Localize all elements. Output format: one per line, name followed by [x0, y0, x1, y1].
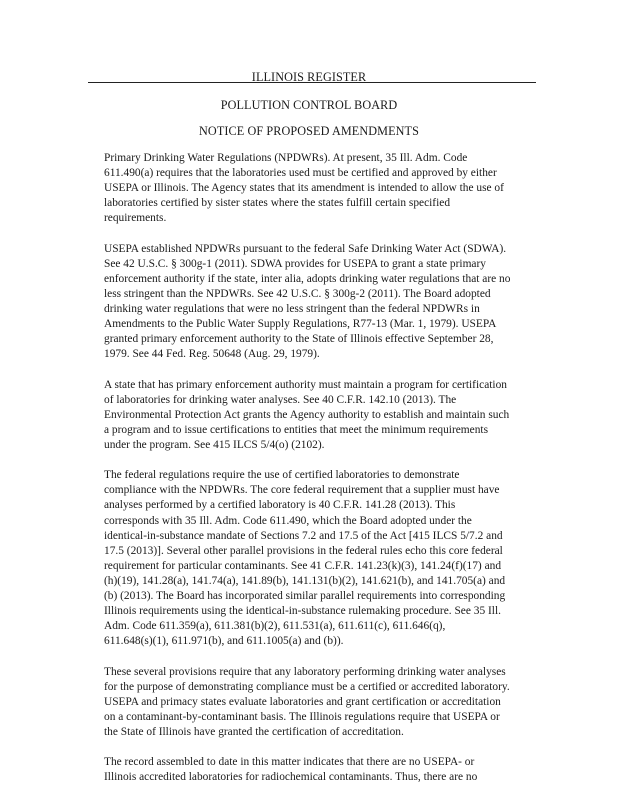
text-line: Illinois accredited laboratories for radiochemical contaminants. Thus, there are no: [104, 771, 478, 784]
text-line: under the program. See 415 ILCS 5/4(o) (2102).: [104, 438, 325, 451]
text-line: 611.648(s)(1), 611.971(b), and 611.1005(a) and (b)).: [104, 635, 344, 648]
text-line: USEPA or Illinois. The Agency states that its amendment is intended to allow the use of: [104, 182, 504, 195]
text-line: granted primary enforcement authority to the State of Illinois effective September 28,: [104, 333, 494, 346]
notice-title: NOTICE OF PROPOSED AMENDMENTS: [199, 124, 419, 138]
paragraph-2: [104, 242, 520, 363]
text-line: 1979. See 44 Fed. Reg. 50648 (Aug. 29, 1979).: [104, 348, 320, 361]
text-line: Environmental Protection Act grants the Agency authority to establish and maintain such: [104, 408, 510, 421]
text-line: analyses performed by a certified laboratory is 40 C.F.R. 141.28 (2013). This: [104, 499, 456, 512]
text-line: the State of Illinois have granted the certification of accreditation.: [104, 725, 404, 738]
text-line: corresponds with 35 Ill. Adm. Code 611.490, which the Board adopted under the: [104, 514, 472, 527]
paragraph-3: [104, 378, 520, 453]
text-line: less stringent than the NPDWRs. See 42 U.S.C. § 300g-2 (2011). The Board adopted: [104, 287, 491, 300]
text-line: (b) (2013). The Board has incorporated similar parallel requirements into corresponding: [104, 590, 506, 602]
text-line: The federal regulations require the use of certified laboratories to demonstrate: [104, 469, 460, 482]
paragraph-6: [104, 755, 520, 785]
text-line: on a contaminant-by-contaminant basis. The Illinois regulations require that USEPA or: [104, 710, 500, 723]
text-line: Adm. Code 611.359(a), 611.381(b)(2), 611.531(a), 611.611(c), 611.646(q),: [104, 620, 446, 633]
document-body: [104, 151, 520, 801]
text-line: A state that has primary enforcement authority must maintain a program for certification: [104, 378, 507, 391]
text-line: for the purpose of demonstrating compliance must be a certified or accredited laboratory.: [104, 680, 510, 693]
text-line: of laboratories for drinking water analyses. See 40 C.F.R. 142.10 (2013). The: [104, 393, 457, 406]
text-line: 17.5 (2013)]. Several other parallel provisions in the federal rules echo this core federal: [104, 544, 503, 557]
text-line: compliance with the NPDWRs. The core federal requirement that a supplier must have: [104, 484, 500, 497]
text-line: Amendments to the Public Water Supply Regulations, R77-13 (Mar. 1, 1979). USEPA: [104, 318, 497, 331]
text-line: Illinois requirements using the identical-in-substance rulemaking procedure. See 35 Ill.: [104, 605, 501, 618]
text-line: a program and to issue certifications to entities that meet the minimum requirements: [104, 423, 489, 436]
text-line: USEPA and primacy states evaluate laboratories and grant certification or accreditation: [104, 695, 501, 708]
text-line: requirements.: [104, 212, 167, 225]
text-line: enforcement authority if the state, inter alia, adopts drinking water regulations that are no: [104, 272, 511, 285]
text-line: 611.490(a) requires that the laboratories used must be certified and approved by either: [104, 167, 497, 180]
paragraph-4: [104, 468, 520, 649]
text-line: (h)(19), 141.28(a), 141.74(a), 141.89(b), 141.131(b)(2), 141.621(b), and 141.705(a) and: [104, 574, 506, 587]
board-title: POLLUTION CONTROL BOARD: [220, 98, 398, 112]
text-line: requirement for particular contaminants. See 41 C.F.R. 141.23(k)(3), 141.24(f)(17) and: [104, 559, 502, 572]
text-line: These several provisions require that any laboratory performing drinking water analyses: [104, 665, 506, 678]
text-line: USEPA established NPDWRs pursuant to the federal Safe Drinking Water Act (SDWA).: [104, 242, 507, 255]
text-line: drinking water regulations that were no less stringent than the federal NPDWRs in: [104, 303, 480, 316]
paragraph-5: [104, 665, 520, 740]
text-line: The record assembled to date in this matter indicates that there are no USEPA- or: [104, 756, 475, 769]
text-line: Primary Drinking Water Regulations (NPDWRs). At present, 35 Ill. Adm. Code: [104, 152, 468, 164]
text-line: identical-in-substance mandate of Sections 7.2 and 17.5 of the Act [415 ILCS 5/7.2 and: [104, 529, 503, 542]
register-title: ILLINOIS REGISTER: [251, 70, 367, 84]
paragraph-1: [104, 151, 520, 226]
text-line: laboratories certified by sister states where the states fulfill certain specified: [104, 197, 451, 210]
text-line: See 42 U.S.C. § 300g-1 (2011). SDWA provides for USEPA to grant a state primary: [104, 257, 486, 270]
